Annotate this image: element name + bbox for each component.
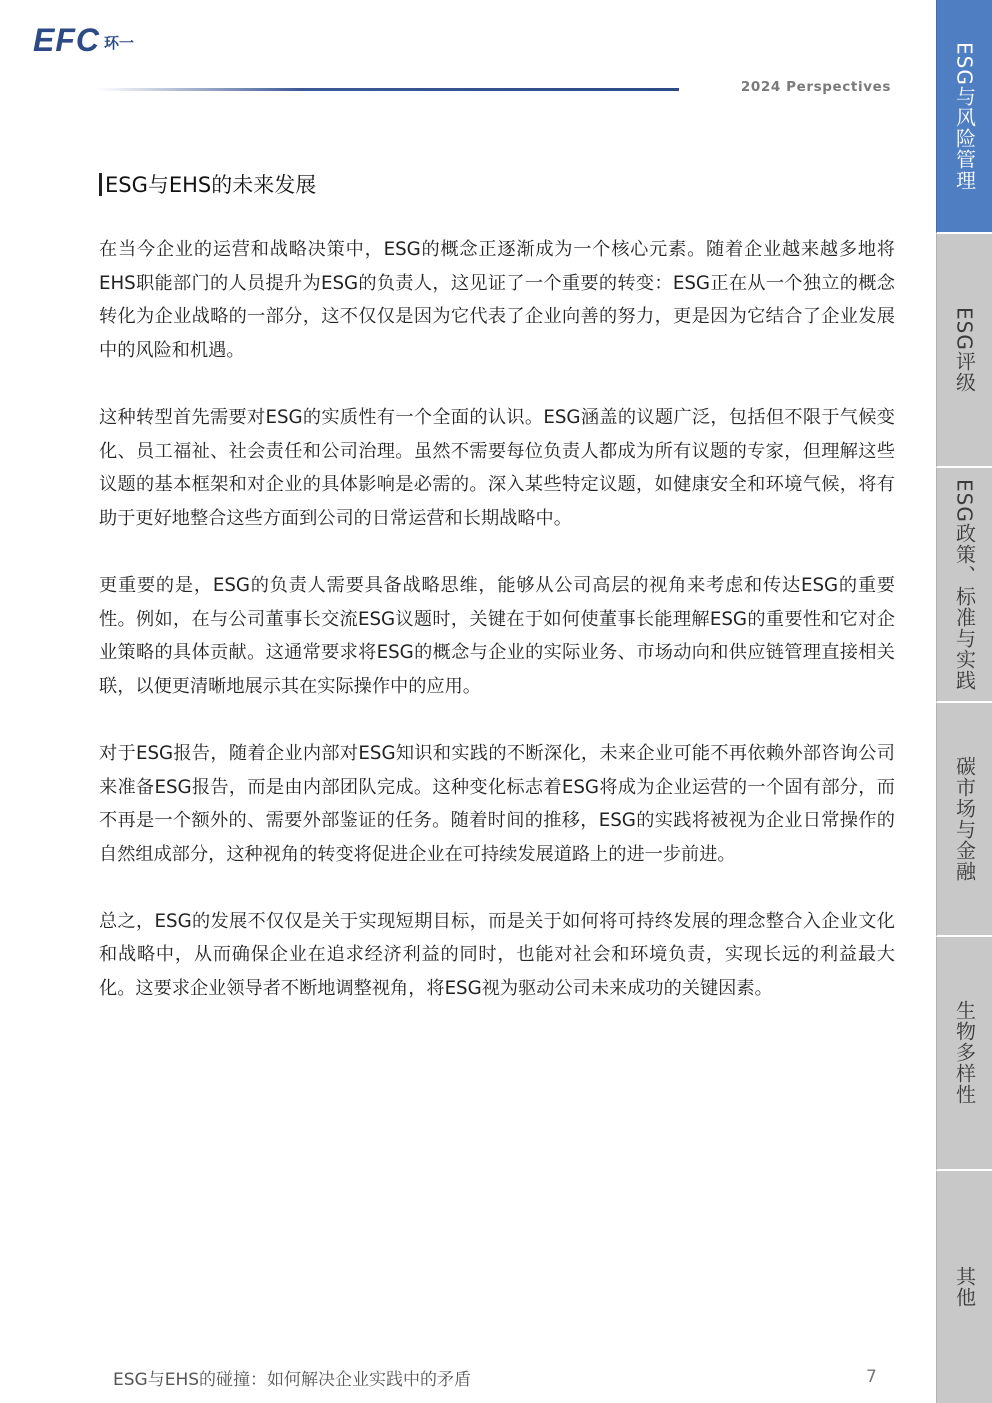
article-body	[99, 233, 895, 1039]
company-logo	[33, 24, 134, 56]
side-tab-label: ESG评级	[952, 307, 977, 394]
side-tab-esg-policy-standards[interactable]	[936, 468, 992, 702]
side-tab-esg-rating[interactable]	[936, 234, 992, 468]
logo-chinese-name: 环一	[104, 34, 135, 52]
chapter-side-tabs	[936, 0, 992, 1403]
side-tab-label: 碳市场与金融	[952, 755, 977, 882]
side-tab-label: 生物多样性	[952, 1000, 977, 1106]
side-tab-other[interactable]	[936, 1171, 992, 1403]
side-tab-carbon-market-finance[interactable]	[936, 703, 992, 937]
side-tab-biodiversity[interactable]	[936, 937, 992, 1171]
side-tab-label: 其他	[952, 1265, 977, 1308]
paragraph: 总之，ESG的发展不仅仅是关于实现短期目标，而是关于如何将可持终发展的理念整合入企业文化和战略中，从而确保企业在追求经济利益的同时，也能对社会和环境负责，实现长远的利益最大化。这要求企业领导者不断地调整视角，将ESG视为驱动公司未来成功的关键因素。	[99, 910, 895, 1000]
page-number: 7	[866, 1367, 877, 1387]
paragraph: 对于ESG报告，随着企业内部对ESG知识和实践的不断深化，未来企业可能不再依赖外部咨询公司来准备ESG报告，而是由内部团队完成。这种变化标志着ESG将成为企业运营的一个固有部分，而不再是一个额外的、需要外部鉴证的任务。随着时间的推移，ESG的实践将被视为企业日常操作的自然组成部分，这种视角的转变将促进企业在可持续发展道路上的进一步前进。	[99, 742, 895, 865]
paragraph: 在当今企业的运营和战略决策中，ESG的概念正逐渐成为一个核心元素。随着企业越来越多地将EHS职能部门的人员提升为ESG的负责人，这见证了一个重要的转变：ESG正在从一个独立的概念转化为企业战略的一部分，这不仅仅是因为它代表了企业向善的努力，更是因为它结合了企业发展中的风险和机遇。	[99, 239, 895, 361]
side-tab-label: ESG与风险管理	[952, 41, 977, 191]
section-heading	[99, 169, 316, 199]
paragraph: 更重要的是，ESG的负责人需要具备战略思维，能够从公司高层的视角来考虑和传达ESG的重要性。例如，在与公司董事长交流ESG议题时，关键在于如何使董事长能理解ESG的重要性和它对企业策略的具体贡献。这通常要求将ESG的概念与企业的实际业务、市场动向和供应链管理直接相关联，以便更清晰地展示其在实际操作中的应用。	[99, 574, 895, 697]
paragraph: 这种转型首先需要对ESG的实质性有一个全面的认识。ESG涵盖的议题广泛，包括但不限于气候变化、员工福祉、社会责任和公司治理。虽然不需要每位负责人都成为所有议题的专家，但理解这些议题的基本框架和对企业的具体影响是必需的。深入某些特定议题，如健康安全和环境气候，将有助于更好地整合这些方面到公司的日常运营和长期战略中。	[99, 406, 895, 529]
logo-mark: EFC	[33, 22, 100, 58]
side-tab-label: ESG政策、标准与实践	[952, 478, 977, 691]
header-divider	[97, 88, 679, 91]
footer-article-title: ESG与EHS的碰撞：如何解决企业实践中的矛盾	[113, 1370, 472, 1390]
heading-accent-bar	[99, 173, 102, 196]
section-title-text: ESG与EHS的未来发展	[105, 173, 317, 197]
report-year-label: 2024 Perspectives	[740, 79, 891, 95]
side-tab-esg-risk-management[interactable]	[936, 0, 992, 234]
